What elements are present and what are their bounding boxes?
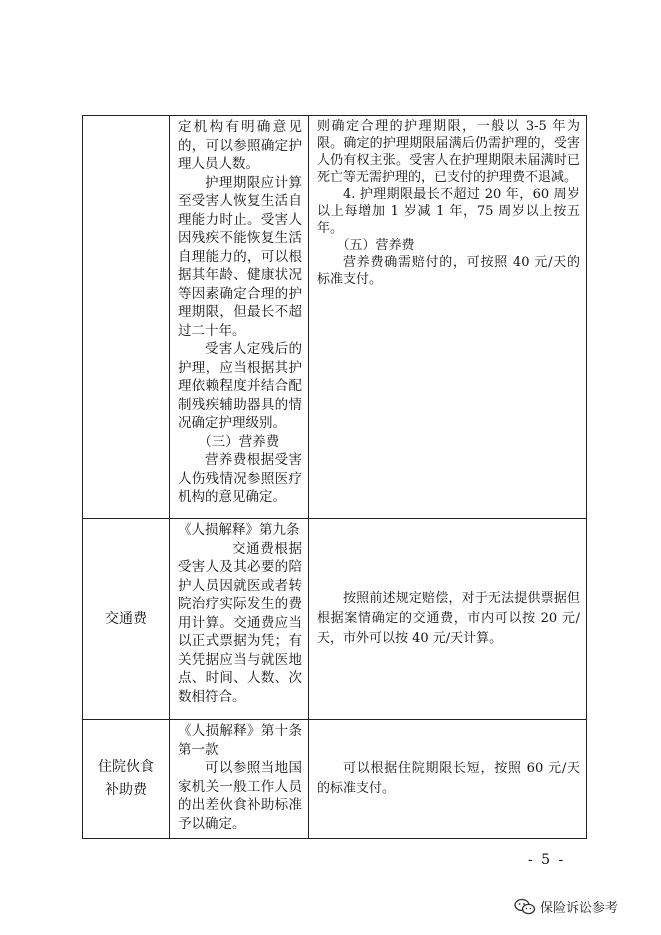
table-row-transport — [83, 519, 587, 720]
legal-basis-cell — [170, 519, 309, 720]
text-paragraph: 受害人定残后的护理，应当根据其护理依赖程度并结合配制残疾辅助器具的情况确定护理级别。 — [178, 341, 302, 431]
practice-standard-cell — [309, 519, 587, 720]
table-row-meal-allowance — [83, 720, 587, 839]
section-heading: （五）营养费 — [336, 238, 415, 253]
text-paragraph: 营养费根据受害人伤残情况参照医疗机构的意见确定。 — [178, 452, 302, 505]
text-paragraph: 可以参照当地国家机关一般工作人员的出差伙食补助标准予以确定。 — [178, 760, 302, 832]
category-cell-transport: 交通费 — [83, 519, 170, 720]
article-reference: 《人损解释》第十条第一款 — [178, 723, 302, 758]
legal-basis-cell — [170, 720, 309, 839]
text-paragraph: 交通费根据受害人及其必要的陪护人员因就医或者转院治疗实际发生的费用计算。交通费应当以正式票据为凭；有关凭据应当与就医地点、时间、人数、次数相符合。 — [178, 540, 302, 705]
wechat-icon — [514, 898, 536, 916]
watermark — [514, 897, 618, 916]
text-paragraph: 可以根据住院期限长短，按照 60 元/天的标准支付。 — [317, 761, 580, 796]
section-heading: （三）营养费 — [198, 433, 280, 450]
text-paragraph: 4. 护理期限最长不超过 20 年，60 周岁以上每增加 1 岁减 1 年，75 周岁以上按五年。 — [317, 187, 580, 236]
category-line: 补助费 — [105, 782, 147, 798]
category-cell-meal-allowance — [83, 720, 170, 839]
text-paragraph: 定机构有明确意见的，可以参照确定护理人员人数。 — [178, 119, 302, 172]
text-paragraph: 营养费确需赔付的，可按照 40 元/天的标准支付。 — [317, 255, 580, 287]
practice-standard-cell — [309, 116, 587, 519]
practice-standard-cell — [309, 720, 587, 839]
table-row-nursing-nutrition — [83, 116, 587, 519]
article-reference: 《人损解释》第九条 — [178, 522, 300, 538]
category-line: 住院伙食 — [98, 759, 154, 775]
category-cell-empty — [83, 116, 170, 519]
text-paragraph: 则确定合理的护理期限，一般以 3-5 年为限。确定的护理期限届满后仍需护理的，受害人仍有权主张。受害人在护理期限未届满时已死亡等无需护理的，已支付的护理费不退减。 — [317, 119, 580, 185]
text-paragraph: 按照前述规定赔偿，对于无法提供票据但根据案情确定的交通费，市内可以按 20 元/天，市外可以按 40 元/天计算。 — [317, 591, 580, 646]
text-paragraph: 护理期限应计算至受害人恢复生活自理能力时止。受害人因残疾不能恢复生活自理能力的，可以根据其年龄、健康状况等因素确定合理的护理期限，但最长不超过二十年。 — [178, 174, 302, 339]
watermark-text: 保险诉讼参考 — [540, 901, 619, 916]
legal-basis-cell — [170, 116, 309, 519]
compensation-standards-table — [82, 115, 587, 839]
page-number: - 5 - — [528, 852, 566, 868]
